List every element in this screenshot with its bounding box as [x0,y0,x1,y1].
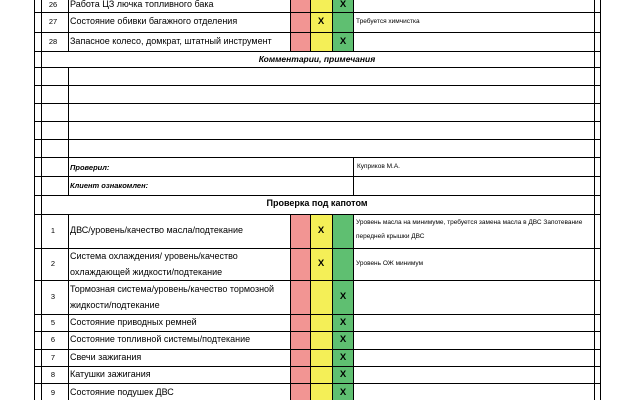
row-name: Катушки зажигания [70,369,151,379]
status-band-yellow [310,214,332,400]
comments-section-title: Комментарии, примечания [258,54,376,64]
status-mark: X [339,317,347,328]
grid-line [34,103,600,104]
row-name: Система охлаждения/ уровень/качество охлаждающей жидкости/подтекание [70,251,238,277]
grid-line [34,12,600,13]
grid-line [34,349,600,350]
status-mark: X [339,36,347,47]
grid-line [68,67,69,157]
row-number: 7 [50,353,56,362]
grid-line [353,214,354,400]
grid-line [353,0,354,51]
row-name: Свечи зажигания [70,352,142,362]
row-name: Тормозная система/уровень/качество тормозной жидкости/подтекание [70,284,275,310]
row-number: 1 [50,226,56,235]
status-mark: X [339,352,347,363]
grid-line [34,32,600,33]
grid-line [34,85,600,86]
grid-line [34,366,600,367]
status-mark: X [339,334,347,345]
row-name: Состояние подушек ДВС [70,387,174,397]
row-number: 26 [48,0,58,9]
grid-line [34,157,600,158]
grid-line [34,331,600,332]
row-name: Состояние топливной системы/подтекание [70,334,251,344]
grid-line [68,214,69,400]
table-border [600,0,601,400]
grid-line [68,0,69,51]
status-mark: X [317,258,325,269]
row-comment: Требуется химчистка [356,18,420,25]
grid-line [34,176,600,177]
status-mark: X [339,291,347,302]
grid-line [34,121,600,122]
checked-by-value: Куприков М.А. [357,163,400,170]
row-name: Работа ЦЗ лючка топливного бака [70,0,214,9]
client-acknowledged-label: Клиент ознакомлен: [70,181,149,190]
status-mark: X [339,387,347,398]
status-band-red [290,214,310,400]
status-mark: X [339,0,347,10]
row-number: 27 [48,17,58,26]
row-comment: Уровень масла на минимуме, требуется замена масла в ДВС Запотевание передней крышки ДВС [356,219,583,240]
row-name: ДВС/уровень/качество масла/подтекание [70,225,244,235]
status-mark: X [339,369,347,380]
grid-line [34,139,600,140]
row-number: 6 [50,335,56,344]
row-number: 9 [50,388,56,397]
grid-line [34,314,600,315]
row-number: 2 [50,259,56,268]
hood-section-title: Проверка под капотом [266,198,368,208]
row-comment: Уровень ОЖ минимум [356,260,424,267]
row-number: 5 [50,318,56,327]
checked-by-label: Проверил: [70,163,110,172]
row-number: 28 [48,37,58,46]
row-name: Запасное колесо, домкрат, штатный инструмент [70,36,272,46]
row-number: 8 [50,370,56,379]
grid-line [34,214,600,215]
status-mark: X [317,16,325,27]
grid-line [310,214,311,400]
grid-line [34,67,600,68]
grid-line [290,0,291,51]
row-name: Состояние приводных ремней [70,317,197,327]
grid-line [34,195,600,196]
status-mark: X [317,225,325,236]
row-number: 3 [50,292,56,301]
row-name: Состояние обивки багажного отделения [70,16,238,26]
status-band-red [290,0,310,51]
grid-line [34,383,600,384]
grid-line [34,51,600,52]
grid-line [290,214,291,400]
